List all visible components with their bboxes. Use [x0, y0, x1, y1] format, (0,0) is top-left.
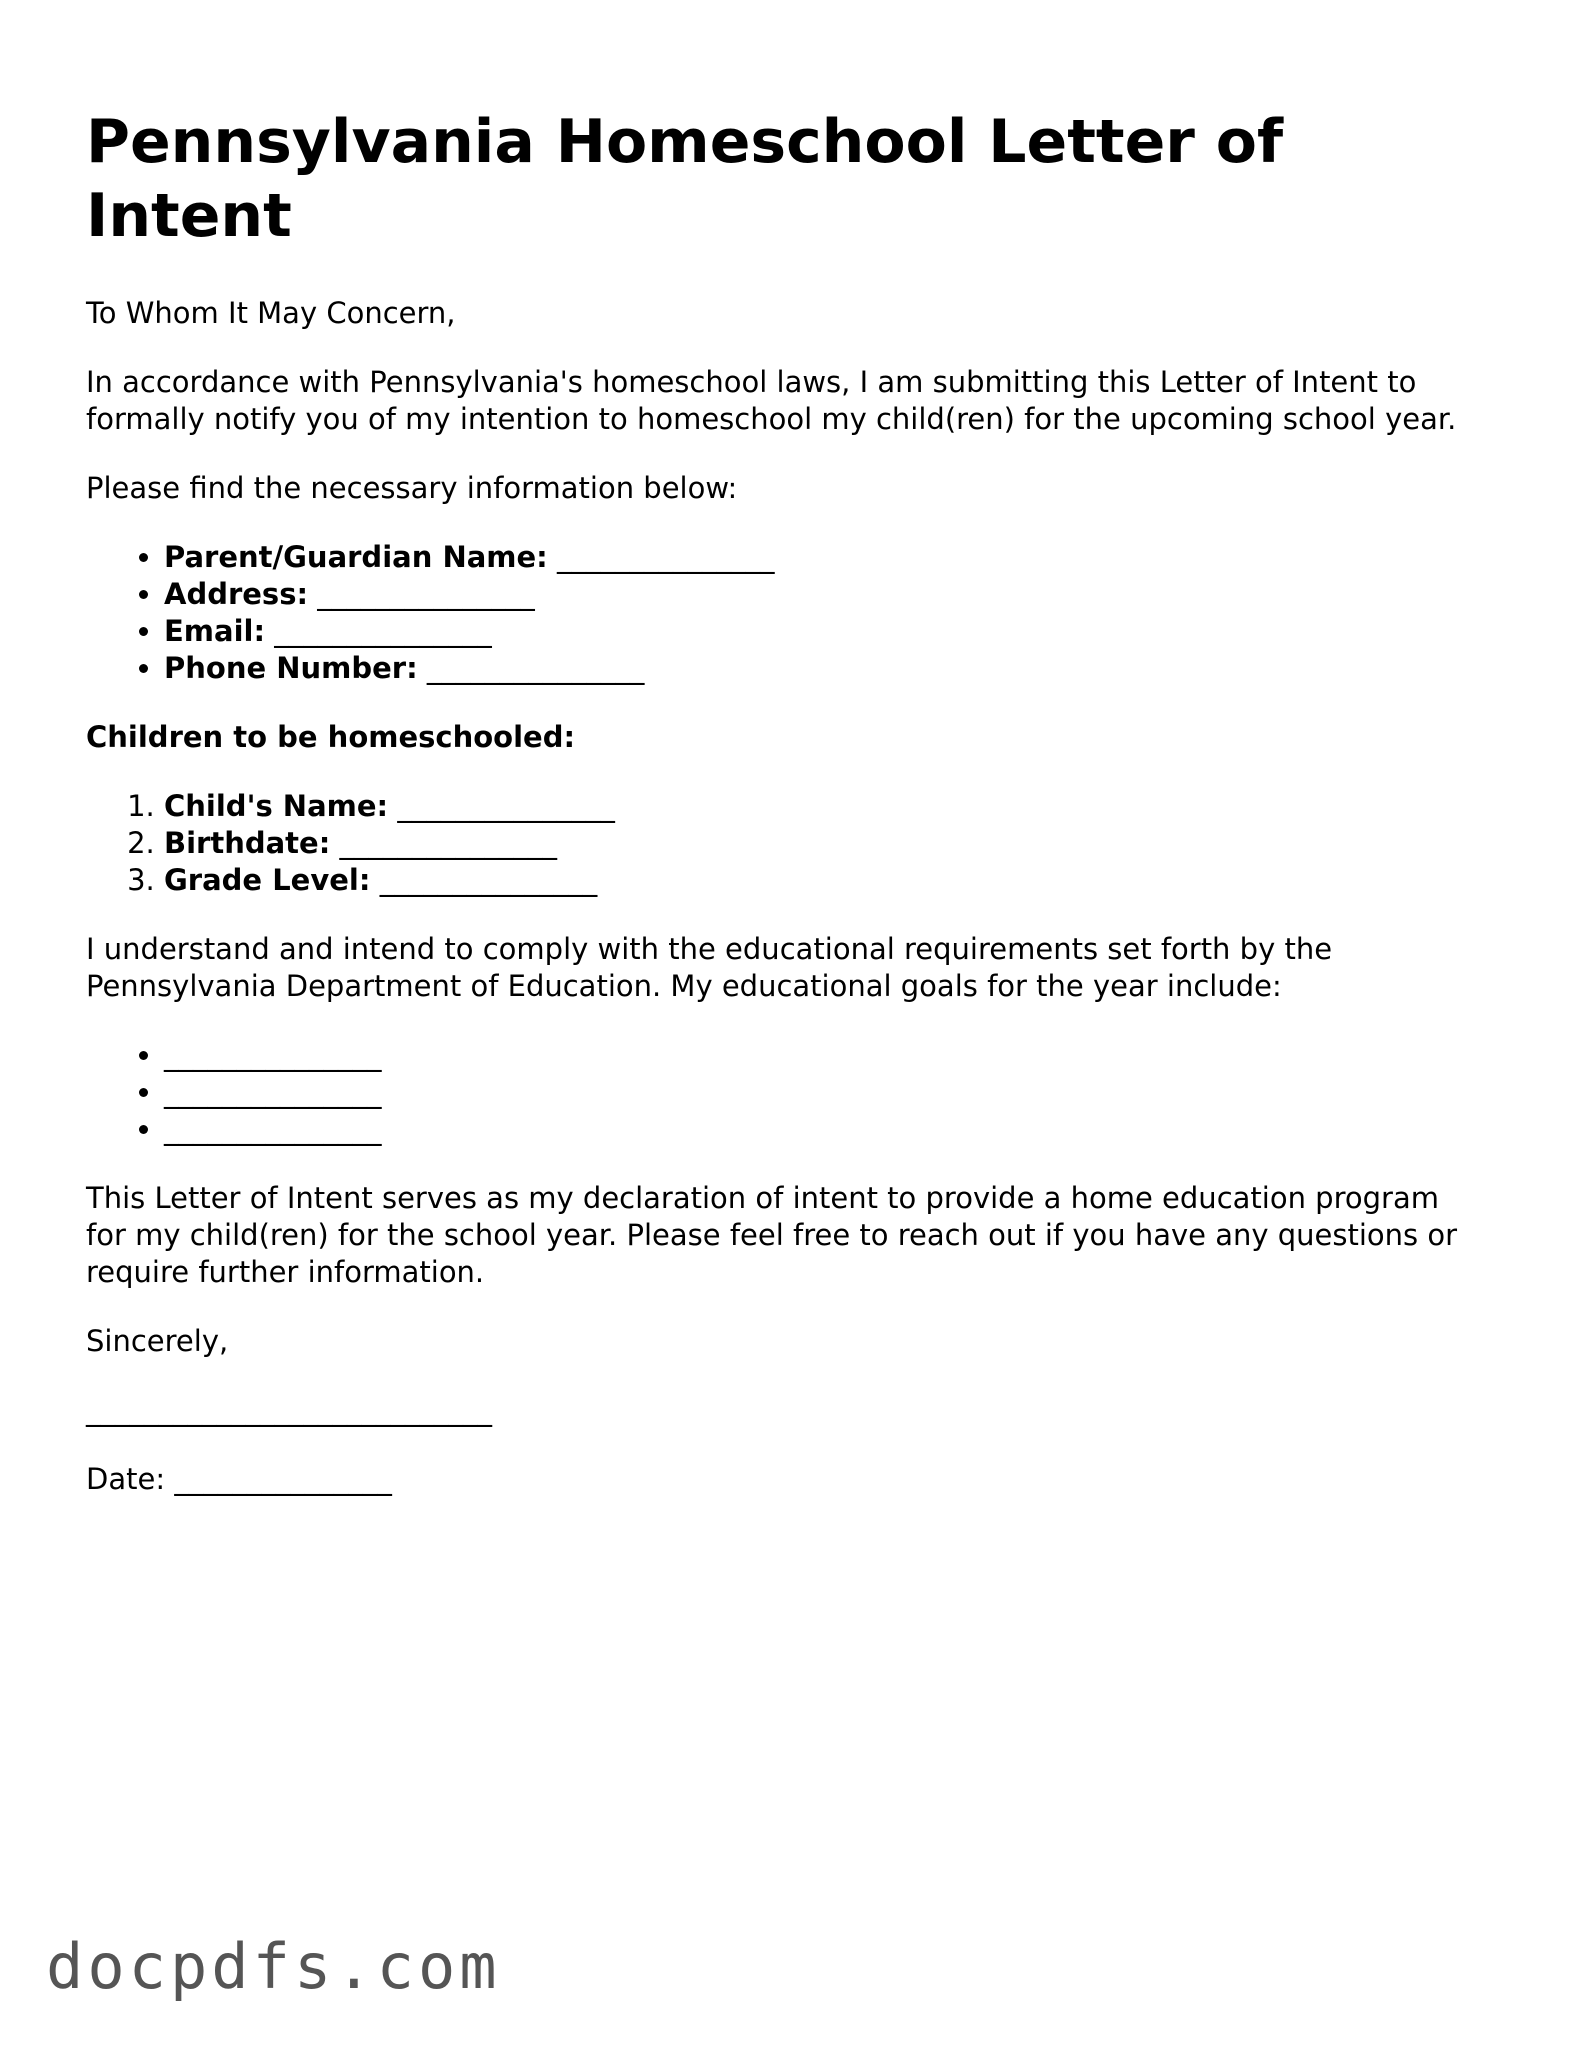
- letter-page: [86, 105, 1486, 1498]
- field-label: Address:: [164, 577, 309, 611]
- date-line: [86, 1461, 1486, 1498]
- child-name-item: [164, 788, 1486, 825]
- grade-level-item: [164, 862, 1486, 899]
- page-title: Pennsylvania Homeschool Letter of Intent: [86, 107, 1284, 251]
- email-item: [164, 613, 1486, 650]
- parent-name-item: [164, 539, 1486, 576]
- field-label: Birthdate:: [164, 826, 331, 860]
- email-blank[interactable]: _______________: [274, 614, 492, 648]
- signature-blank[interactable]: ____________________________: [86, 1393, 492, 1427]
- goal-blank[interactable]: _______________: [164, 1038, 382, 1072]
- child-name-blank[interactable]: _______________: [397, 789, 615, 823]
- intro-paragraph: In accordance with Pennsylvania's homeschool laws, I am submitting this Letter of Intent to formally notify you of my intention to homeschool my child(ren) for the upcoming school year.: [86, 365, 1457, 436]
- parent-info-list: [86, 539, 1486, 687]
- goals-list: [86, 1037, 1486, 1148]
- phone-blank[interactable]: _______________: [426, 651, 645, 685]
- child-info-list: [86, 788, 1486, 899]
- goal-item: [164, 1037, 1486, 1074]
- phone-item: [164, 650, 1486, 687]
- children-heading: Children to be homeschooled:: [86, 720, 576, 754]
- address-blank[interactable]: _______________: [317, 577, 535, 611]
- field-label: Phone Number:: [164, 651, 418, 685]
- closing-paragraph: This Letter of Intent serves as my declaration of intent to provide a home education program for my child(ren) for the school year. Please feel free to reach out if you have any questions or require further information.: [86, 1181, 1458, 1289]
- goal-blank[interactable]: _______________: [164, 1112, 382, 1146]
- field-label: Child's Name:: [164, 789, 389, 823]
- field-label: Parent/Guardian Name:: [164, 540, 548, 574]
- requirements-paragraph: I understand and intend to comply with the educational requirements set forth by the Pennsylvania Department of Education. My educational goals for the year include:: [86, 932, 1333, 1003]
- goal-item: [164, 1074, 1486, 1111]
- birthdate-blank[interactable]: _______________: [339, 826, 558, 860]
- date-blank[interactable]: _______________: [174, 1462, 392, 1496]
- birthdate-item: [164, 825, 1486, 862]
- greeting: To Whom It May Concern,: [86, 296, 456, 330]
- info-lead: Please find the necessary information below:: [86, 471, 738, 505]
- field-label: Grade Level:: [164, 863, 371, 897]
- watermark: docpdfs.com: [46, 1930, 501, 2003]
- grade-level-blank[interactable]: _______________: [379, 863, 598, 897]
- goal-item: [164, 1111, 1486, 1148]
- address-item: [164, 576, 1486, 613]
- parent-name-blank[interactable]: _______________: [557, 540, 775, 574]
- goal-blank[interactable]: _______________: [164, 1075, 382, 1109]
- date-label: Date:: [86, 1462, 166, 1496]
- field-label: Email:: [164, 614, 266, 648]
- sincerely: Sincerely,: [86, 1324, 229, 1358]
